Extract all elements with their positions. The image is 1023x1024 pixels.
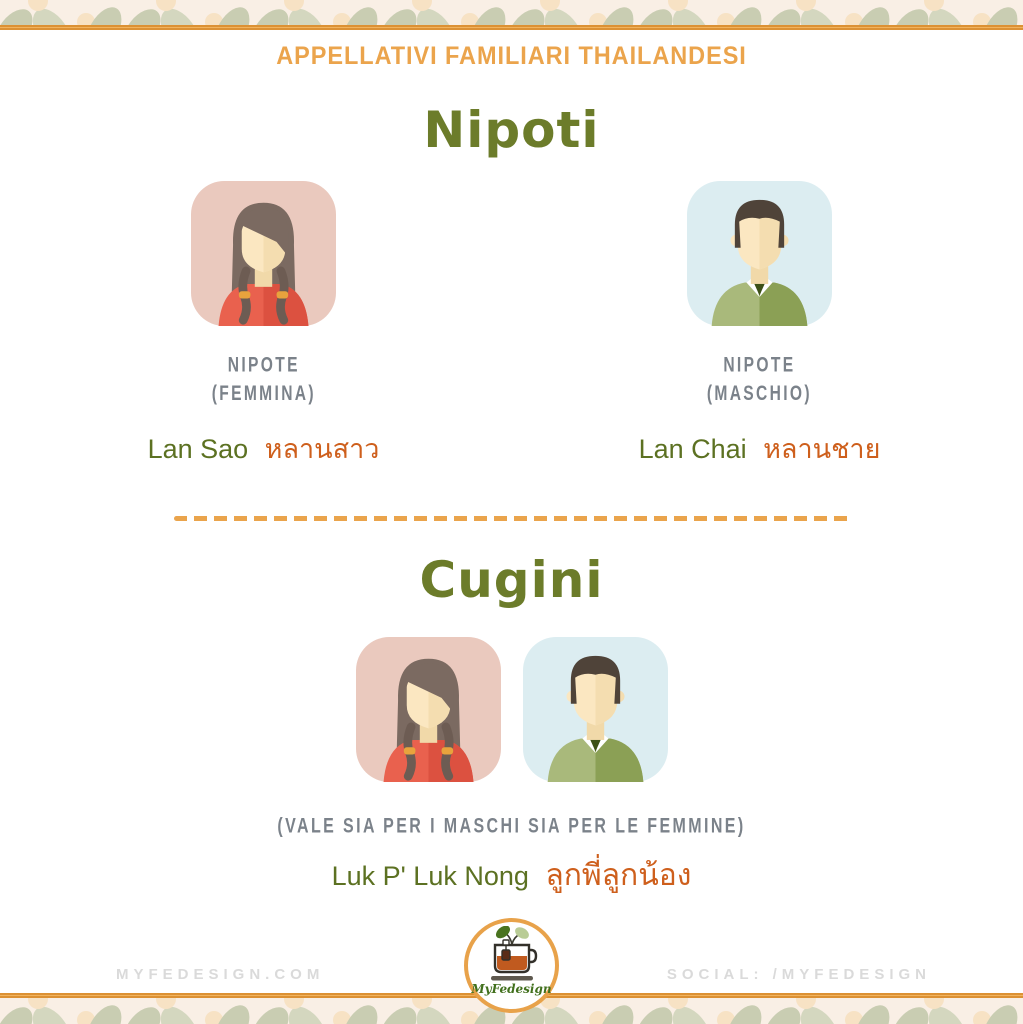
decorative-leaf-band-top xyxy=(0,0,1023,25)
cugini-note: (VALE SIA PER I MASCHI SIA PER LE FEMMINE) xyxy=(277,814,746,838)
phrase-lan-sao xyxy=(148,427,380,470)
girl-avatar xyxy=(191,181,336,326)
dashed-divider xyxy=(174,516,850,521)
phrase-luk-p-luk-nong xyxy=(0,852,1023,899)
section-title-nipoti: Nipoti xyxy=(423,101,600,159)
person-label-femmina xyxy=(211,352,315,409)
page-title: APPELLATIVI FAMILIARI THAILANDESI xyxy=(276,42,747,70)
myfedesign-logo xyxy=(464,918,559,1013)
man-avatar xyxy=(687,181,832,326)
label-line: (MASCHIO) xyxy=(706,382,813,406)
label-line: (FEMMINA) xyxy=(211,382,316,406)
phrase-lan-chai xyxy=(639,427,881,470)
man-avatar xyxy=(523,637,668,782)
cugini-avatars xyxy=(0,637,1023,782)
label-line: NIPOTE xyxy=(723,353,796,377)
thai-term: หลานชาย xyxy=(763,434,881,464)
section-title-cugini: Cugini xyxy=(419,551,604,609)
nipoti-row xyxy=(0,181,1023,470)
romanized-term: Luk P' Luk Nong xyxy=(331,861,529,891)
romanized-term: Lan Sao xyxy=(147,434,249,464)
footer-social: SOCIAL: /MYFEDESIGN xyxy=(666,966,931,983)
logo-wordmark: MyFedesign xyxy=(471,982,552,996)
footer-website: MYFEDESIGN.COM xyxy=(116,966,325,983)
girl-avatar xyxy=(356,637,501,782)
main-content xyxy=(0,30,1023,899)
person-label-maschio xyxy=(707,352,812,409)
person-nipote-maschio xyxy=(600,181,920,470)
thai-term: หลานสาว xyxy=(264,434,380,464)
romanized-term: Lan Chai xyxy=(638,434,747,464)
leaf-icon xyxy=(512,926,530,941)
tea-cup-icon xyxy=(481,926,543,984)
label-line: NIPOTE xyxy=(227,353,300,377)
thai-term: ลูกพี่ลูกน้อง xyxy=(545,859,692,892)
leaf-pattern xyxy=(0,0,1023,25)
person-nipote-femmina xyxy=(104,181,424,470)
